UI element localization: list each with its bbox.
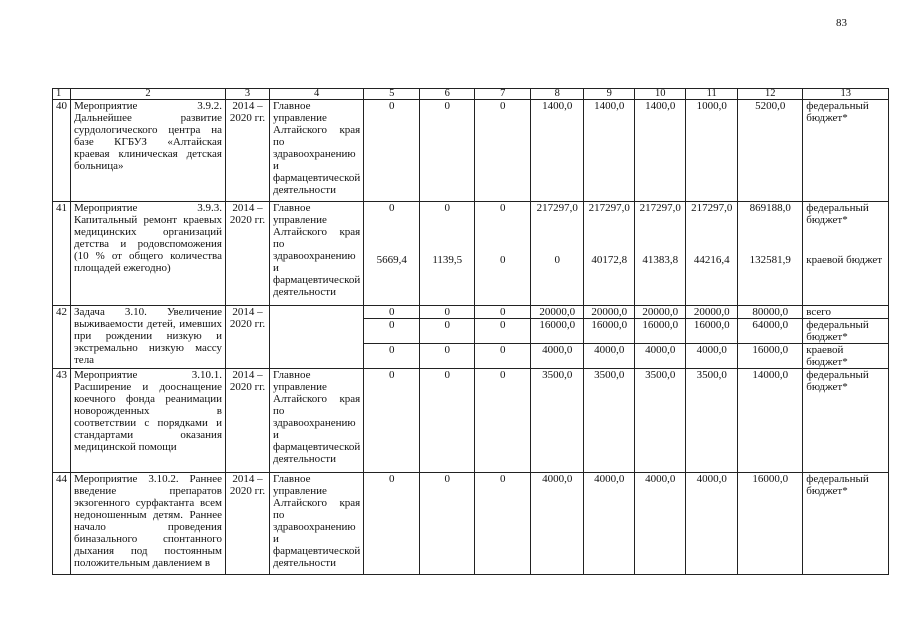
value-cell: 14000,0 [738,369,803,473]
row-number: 42 [53,306,71,369]
executor: Главное управление Алтайского края по здравоохранению и фармацевтической деятельности [270,100,364,202]
value-cell: 5669,4 [364,254,420,306]
col-header: 4 [270,89,364,100]
value-cell: 0 [420,100,475,202]
col-header: 11 [686,89,738,100]
value-cell: 16000,0 [584,319,635,344]
value-cell: 64000,0 [738,319,803,344]
value-cell: 5200,0 [738,100,803,202]
executor: Главное управление Алтайского края по здравоохранению и фармацевтической деятельности [270,369,364,473]
table-row [53,202,889,254]
value-cell: 4000,0 [686,344,738,369]
value-cell: 0 [420,202,475,254]
col-header: 12 [738,89,803,100]
row-number: 40 [53,100,71,202]
period: 2014 – 2020 гг. [226,306,270,369]
value-cell: 20000,0 [584,306,635,319]
program-table [52,88,889,575]
page-number: 83 [836,17,847,29]
period: 2014 – 2020 гг. [226,369,270,473]
value-cell: 0 [364,369,420,473]
col-header: 7 [475,89,531,100]
executor: Главное управление Алтайского края по здравоохранению и фармацевтической деятельности [270,202,364,306]
executor-empty [270,306,364,369]
value-cell: 0 [364,306,420,319]
value-cell: 1400,0 [635,100,686,202]
value-cell: 80000,0 [738,306,803,319]
value-cell: 0 [475,473,531,575]
task-name: Задача 3.10. Увеличение выживаемости детей, имевших при рождении низкую и экстремально низкую массу тела [71,306,226,369]
table-row [53,100,889,202]
col-header: 13 [803,89,889,100]
col-header: 8 [531,89,584,100]
value-cell: 4000,0 [584,473,635,575]
value-cell: 1400,0 [584,100,635,202]
funding-source: федеральный бюджет* [803,473,889,575]
value-cell: 4000,0 [686,473,738,575]
col-header: 10 [635,89,686,100]
value-cell: 40172,8 [584,254,635,306]
value-cell: 3500,0 [584,369,635,473]
funding-source: всего [803,306,889,319]
value-cell: 0 [475,369,531,473]
value-cell: 217297,0 [686,202,738,254]
header-row [53,89,889,100]
activity-name: Мероприятие 3.10.2. Раннее введение препаратов экзогенного сурфактанта всем недоношенным детям. Раннее начало проведения биназального спонтанного дыхания под постоянным положительным давлением в [71,473,226,575]
col-header: 3 [226,89,270,100]
value-cell: 20000,0 [635,306,686,319]
value-cell: 132581,9 [738,254,803,306]
value-cell: 16000,0 [531,319,584,344]
value-cell: 0 [420,306,475,319]
value-cell: 44216,4 [686,254,738,306]
period: 2014 – 2020 гг. [226,202,270,306]
value-cell: 4000,0 [531,344,584,369]
period: 2014 – 2020 гг. [226,100,270,202]
funding-source: краевой бюджет [803,254,889,306]
value-cell: 217297,0 [531,202,584,254]
value-cell: 0 [420,369,475,473]
value-cell: 16000,0 [738,473,803,575]
value-cell: 869188,0 [738,202,803,254]
value-cell: 4000,0 [584,344,635,369]
executor: Главное управление Алтайского края по здравоохранению и фармацевтической деятельности [270,473,364,575]
value-cell: 0 [364,473,420,575]
funding-source: федеральный бюджет* [803,319,889,344]
value-cell: 16000,0 [635,319,686,344]
table-row [53,306,889,319]
value-cell: 0 [420,473,475,575]
col-header: 9 [584,89,635,100]
funding-source: федеральный бюджет* [803,202,889,254]
funding-source: краевой бюджет* [803,344,889,369]
funding-source: федеральный бюджет* [803,369,889,473]
activity-name: Мероприятие 3.9.2. Дальнейшее развитие сурдологического центра на базе КГБУЗ «Алтайская краевая клиническая детская больница» [71,100,226,202]
period: 2014 – 2020 гг. [226,473,270,575]
value-cell: 3500,0 [686,369,738,473]
col-header: 2 [71,89,226,100]
value-cell: 4000,0 [531,473,584,575]
funding-source: федеральный бюджет* [803,100,889,202]
row-number: 44 [53,473,71,575]
value-cell: 1000,0 [686,100,738,202]
activity-name: Мероприятие 3.9.3. Капитальный ремонт краевых медицинских организаций детства и родовспоможения (10 % от общего количества площадей ежегодно) [71,202,226,306]
value-cell: 16000,0 [738,344,803,369]
activity-name: Мероприятие 3.10.1. Расширение и дооснащение коечного фонда реанимации новорожденных в соответствии с порядками и стандартами оказания медицинской помощи [71,369,226,473]
value-cell: 0 [364,344,420,369]
value-cell: 0 [364,202,420,254]
value-cell: 0 [475,344,531,369]
value-cell: 0 [475,100,531,202]
value-cell: 20000,0 [686,306,738,319]
value-cell: 0 [531,254,584,306]
value-cell: 1139,5 [420,254,475,306]
table-row [53,473,889,575]
value-cell: 0 [475,254,531,306]
value-cell: 0 [364,319,420,344]
value-cell: 3500,0 [531,369,584,473]
value-cell: 0 [475,306,531,319]
value-cell: 0 [420,344,475,369]
value-cell: 41383,8 [635,254,686,306]
value-cell: 4000,0 [635,344,686,369]
value-cell: 1400,0 [531,100,584,202]
col-header: 5 [364,89,420,100]
col-header: 6 [420,89,475,100]
value-cell: 0 [475,202,531,254]
row-number: 43 [53,369,71,473]
col-header: 1 [53,89,71,100]
value-cell: 16000,0 [686,319,738,344]
value-cell: 20000,0 [531,306,584,319]
table-row [53,369,889,473]
value-cell: 0 [475,319,531,344]
value-cell: 0 [364,100,420,202]
value-cell: 3500,0 [635,369,686,473]
value-cell: 217297,0 [635,202,686,254]
value-cell: 0 [420,319,475,344]
value-cell: 4000,0 [635,473,686,575]
row-number: 41 [53,202,71,306]
value-cell: 217297,0 [584,202,635,254]
